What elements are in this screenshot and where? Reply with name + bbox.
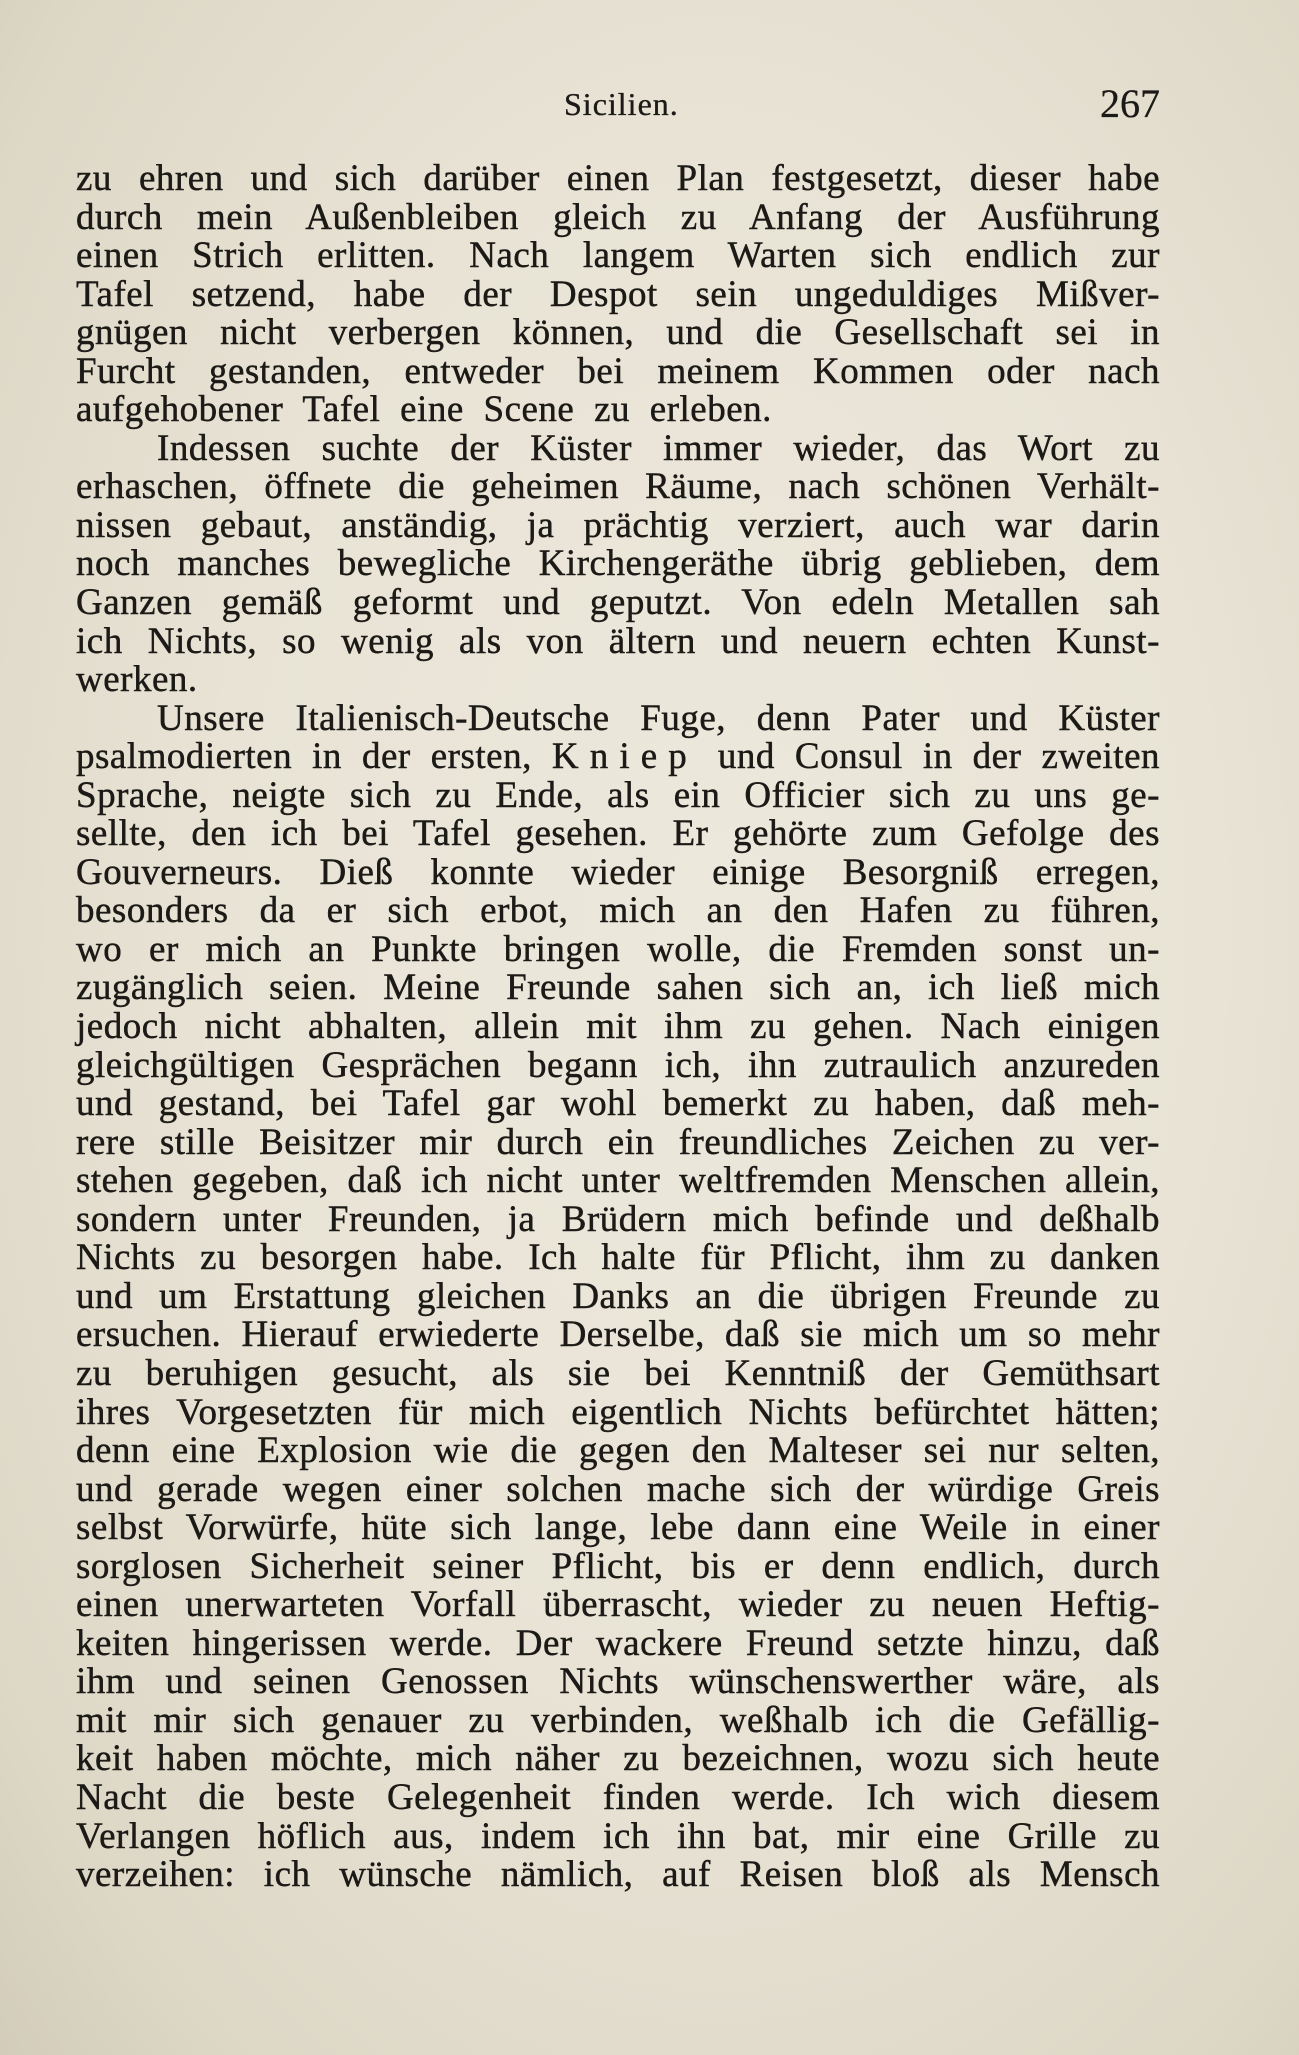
text-line: werken. [76,659,198,701]
text-line: zugänglich seien. Meine Freunde sahen sich an, ich ließ mich [76,967,1160,1009]
text-line: stehen gegeben, daß ich nicht unter weltfremden Menschen allein, [76,1160,1160,1202]
text-line: einen Strich erlitten. Nach langem Warten sich endlich zur [76,235,1160,277]
text-line: Furcht gestanden, entweder bei meinem Kommen oder nach [76,350,1160,392]
text-line: erhaschen, öffnete die geheimen Räume, nach schönen Verhält- [76,466,1160,508]
text-line: durch mein Außenbleiben gleich zu Anfang der Ausführung [76,196,1160,238]
text-line: noch manches bewegliche Kirchengeräthe übrig geblieben, dem [76,543,1160,585]
text-line: mit mir sich genauer zu verbinden, weßhalb ich die Gefällig- [76,1699,1160,1741]
text-line: Nacht die beste Gelegenheit finden werde. Ich wich diesem [76,1776,1160,1818]
paragraph [76,160,1160,430]
emphasized-name: Kniep [551,736,698,778]
text-line: sellte, den ich bei Tafel gesehen. Er gehörte zum Gefolge des [76,813,1160,855]
text-segment: psalmodierten in der ersten, [76,736,552,778]
text-line: sorglosen Sicherheit seiner Pflicht, bis er denn endlich, durch [76,1545,1160,1587]
text-line: und um Erstattung gleichen Danks an die übrigen Freunde zu [76,1275,1160,1317]
page-number: 267 [1100,81,1160,126]
text-line: besonders da er sich erbot, mich an den Hafen zu führen, [76,890,1160,932]
text-line: zu beruhigen gesucht, als sie bei Kenntniß der Gemüthsart [76,1352,1160,1394]
text-line: zu ehren und sich darüber einen Plan festgesetzt, dieser habe [76,158,1160,199]
text-line: Sprache, neigte sich zu Ende, als ein Officier sich zu uns ge- [76,774,1160,816]
text-line: gnügen nicht verbergen können, und die Gesellschaft sei in [76,312,1160,354]
text-line: jedoch nicht abhalten, allein mit ihm zu gehen. Nach einigen [76,1006,1160,1048]
text-line: ihm und seinen Genossen Nichts wünschenswerther wäre, als [76,1661,1160,1703]
text-line: gleichgültigen Gesprächen begann ich, ihn zutraulich anzureden [76,1044,1160,1086]
text-line: Verlangen höflich aus, indem ich ihn bat, mir eine Grille zu [76,1815,1160,1857]
text-line: Unsere Italienisch-Deutsche Fuge, denn Pater und Küster [157,697,1160,739]
paragraph [76,427,1160,701]
text-line: keiten hingerissen werde. Der wackere Freund setzte hinzu, daß [76,1622,1160,1664]
text-line: aufgehobener Tafel eine Scene zu erleben. [76,389,772,431]
text-line [76,738,1160,777]
text-line: einen unerwarteten Vorfall überrascht, wieder zu neuen Heftig- [76,1584,1160,1626]
text-line: ihres Vorgesetzten für mich eigentlich Nichts befürchtet hätten; [76,1391,1160,1433]
text-line: ich Nichts, so wenig als von ältern und neuern echten Kunst- [76,620,1160,662]
paragraph [76,697,1160,1896]
text-line: Indessen suchte der Küster immer wieder, das Wort zu [157,427,1160,469]
text-line: selbst Vorwürfe, hüte sich lange, lebe dann eine Weile in einer [76,1507,1160,1549]
text-line: Gouverneurs. Dieß konnte wieder einige Besorgniß erregen, [76,851,1160,893]
text-line: und gerade wegen einer solchen mache sich der würdige Greis [76,1468,1160,1510]
text-line: Nichts zu besorgen habe. Ich halte für Pflicht, ihm zu danken [76,1237,1160,1279]
page-text [76,160,1160,1895]
text-line: verzeihen: ich wünsche nämlich, auf Reisen bloß als Mensch [76,1854,1160,1896]
text-line: rere stille Beisitzer mir durch ein freundliches Zeichen zu ver- [76,1121,1160,1163]
text-line: nissen gebaut, anständig, ja prächtig verziert, auch war darin [76,504,1160,546]
text-line: sondern unter Freunden, ja Brüdern mich befinde und deßhalb [76,1198,1160,1240]
text-line: und gestand, bei Tafel gar wohl bemerkt zu haben, daß meh- [76,1083,1160,1125]
text-line: Tafel setzend, habe der Despot sein ungeduldiges Mißver- [76,273,1160,315]
text-line: Ganzen gemäß geformt und geputzt. Von edeln Metallen sah [76,582,1160,624]
text-line: wo er mich an Punkte bringen wolle, die Fremden sonst un- [76,928,1160,970]
text-line: keit haben möchte, mich näher zu bezeichnen, wozu sich heute [76,1738,1160,1780]
text-line: ersuchen. Hierauf erwiederte Derselbe, daß sie mich um so mehr [76,1314,1160,1356]
running-head: Sicilien. [564,86,679,122]
text-line: denn eine Explosion wie die gegen den Malteser sei nur selten, [76,1430,1160,1472]
text-segment: und Consul in der zweiten [697,736,1160,778]
